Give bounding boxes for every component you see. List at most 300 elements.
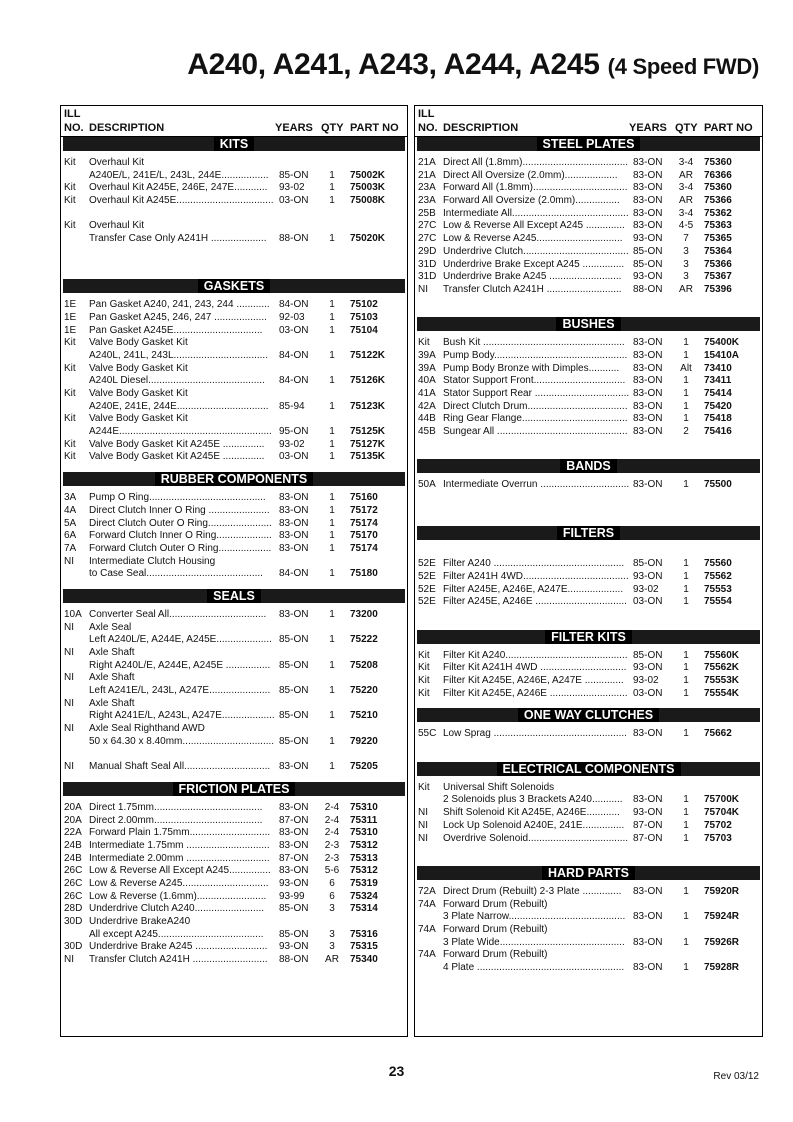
table-row	[415, 820, 762, 833]
cell-description: Intermediate 1.75mm ..............................	[89, 839, 270, 851]
table-row	[415, 208, 762, 221]
table-row	[61, 220, 407, 233]
cell-part-no: 73200	[350, 608, 378, 620]
cell-description: Converter Seal All...................................	[89, 608, 267, 620]
cell-part-no: 75324	[350, 890, 378, 902]
cell-ill-no: Kit	[64, 195, 76, 207]
cell-ill-no: Kit	[64, 220, 76, 232]
cell-description: Right A240L/E, A244E, A245E ................	[89, 659, 271, 671]
cell-description: Forward Clutch Outer O Ring...................	[89, 542, 272, 554]
cell-years: 93-02	[633, 675, 659, 686]
cell-description: All except A245......................................	[89, 928, 264, 940]
table-row	[415, 675, 762, 688]
table-row	[61, 568, 407, 581]
cell-ill-no: NI	[64, 647, 74, 658]
table-row	[61, 170, 407, 183]
cell-years: 83-ON	[633, 728, 663, 740]
cell-description: Transfer Clutch A241H ...........................	[443, 283, 622, 295]
cell-description: Forward All (1.8mm)..................................	[443, 182, 628, 194]
table-row	[61, 195, 407, 208]
table-row	[415, 833, 762, 846]
cell-ill-no: 41A	[418, 388, 436, 399]
left-column-body	[61, 137, 407, 967]
cell-ill-no: 74A	[418, 923, 436, 935]
table-row	[415, 962, 762, 975]
section-hard-parts	[415, 866, 762, 975]
cell-years: 83-ON	[633, 426, 663, 438]
cell-qty: 3	[329, 903, 335, 915]
cell-qty: 1	[329, 492, 335, 504]
cell-description: Left A240L/E, A244E, A245E....................	[89, 634, 272, 646]
section-title: ONE WAY CLUTCHES	[518, 708, 659, 722]
cell-years: 03-ON	[633, 687, 663, 699]
table-row	[415, 284, 762, 297]
cell-description: Direct Clutch Inner O Ring ......................	[89, 504, 270, 516]
cell-description: Filter Kit A245E, A246E ............................	[443, 687, 628, 699]
table-row	[61, 233, 407, 246]
section-title: ELECTRICAL COMPONENTS	[497, 762, 681, 776]
cell-years: 83-ON	[633, 479, 663, 491]
cell-description: Filter Kit A241H 4WD ...............................	[443, 662, 627, 674]
cell-description: Filter A241H 4WD......................................	[443, 570, 629, 582]
section-title: FILTER KITS	[545, 630, 632, 644]
cell-years: 85-ON	[279, 169, 309, 181]
cell-ill-no: 10A	[64, 608, 82, 620]
cell-years: 03-ON	[279, 195, 309, 207]
table-row	[415, 937, 762, 950]
section-header	[417, 317, 760, 331]
cell-part-no: 73411	[704, 375, 732, 387]
cell-description: Direct 1.75mm.......................................	[89, 801, 263, 813]
cell-years: 93-ON	[633, 807, 663, 819]
cell-years: 84-ON	[279, 349, 309, 361]
table-row	[61, 853, 407, 866]
cell-qty: 1	[329, 735, 335, 747]
cell-ill-no: NI	[418, 283, 428, 295]
cell-ill-no: Kit	[418, 687, 430, 699]
cell-description: Forward Drum (Rebuilt)	[443, 949, 548, 961]
cell-years: 83-ON	[279, 530, 309, 542]
cell-qty: 1	[683, 687, 689, 699]
cell-description: Sungear All ...............................................	[443, 426, 628, 438]
cell-qty: 1	[683, 807, 689, 819]
cell-qty: 2-3	[324, 852, 340, 864]
cell-ill-no: 21A	[418, 157, 436, 168]
section-rubber-components	[61, 472, 407, 581]
cell-years: 88-ON	[279, 233, 309, 245]
cell-description: Underdrive Brake A245 ..........................	[443, 271, 622, 283]
cell-part-no: 75127K	[350, 438, 386, 450]
cell-qty: 1	[329, 400, 335, 412]
cell-part-no: 75924R	[704, 911, 740, 923]
cell-part-no: 75420	[704, 400, 732, 412]
cell-description: Low Sprag ................................................	[443, 728, 627, 740]
right-column-header	[415, 106, 762, 137]
cell-qty: 2-4	[324, 814, 340, 826]
section-title: STEEL PLATES	[537, 137, 641, 151]
cell-years: 93-ON	[633, 662, 663, 674]
section-header	[417, 762, 760, 776]
cell-part-no: 75364	[704, 245, 732, 257]
cell-part-no: 75560K	[704, 649, 740, 661]
cell-years: 83-ON	[633, 962, 663, 973]
section-gaskets	[61, 279, 407, 464]
cell-qty: AR	[679, 169, 693, 181]
cell-description: Overhaul Kit	[89, 157, 145, 168]
cell-qty: 1	[329, 375, 335, 387]
cell-qty: 1	[329, 324, 335, 336]
header-part-no: PART NO	[350, 122, 399, 134]
cell-years: 93-ON	[279, 878, 309, 889]
cell-ill-no: NI	[418, 832, 428, 844]
cell-description: A244E.......................................................	[89, 426, 272, 438]
cell-years: 85-ON	[279, 903, 309, 915]
cell-years: 93-99	[279, 890, 305, 902]
cell-description: A240E/L, 241E/L, 243L, 244E.................	[89, 169, 269, 181]
cell-part-no: 75360	[704, 182, 732, 194]
cell-part-no: 75008K	[350, 195, 386, 207]
cell-part-no: 75396	[704, 283, 732, 295]
cell-years: 83-ON	[633, 794, 663, 806]
cell-years: 84-ON	[279, 299, 309, 311]
cell-qty: 3-4	[678, 182, 694, 194]
cell-years: 83-ON	[279, 761, 309, 773]
table-row	[61, 878, 407, 891]
cell-qty: 1	[329, 426, 335, 438]
cell-years: 83-ON	[633, 195, 663, 207]
page-number: 23	[388, 1063, 405, 1079]
section-friction-plates	[61, 782, 407, 967]
cell-years: 83-ON	[633, 182, 663, 194]
table-row	[61, 840, 407, 853]
cell-description: Valve Body Gasket Kit	[89, 362, 188, 374]
cell-years: 83-ON	[279, 801, 309, 813]
cell-part-no: 75560	[704, 558, 732, 570]
cell-description: Direct Drum (Rebuilt) 2-3 Plate ..............	[443, 885, 622, 897]
table-row	[415, 688, 762, 701]
table-row	[415, 662, 762, 675]
cell-ill-no: 27C	[418, 233, 437, 245]
cell-ill-no: 3A	[64, 492, 77, 504]
cell-qty: 1	[683, 413, 689, 425]
cell-ill-no: 45B	[418, 426, 436, 438]
cell-qty: 1	[329, 761, 335, 773]
cell-description: Overdrive Solenoid....................................	[443, 832, 629, 844]
cell-ill-no: 29D	[418, 245, 437, 257]
table-row	[415, 182, 762, 195]
table-row	[415, 259, 762, 272]
cell-description: Axle Shaft	[89, 647, 135, 658]
cell-ill-no: 24B	[64, 839, 82, 851]
cell-description: A240L, 241L, 243L..................................	[89, 349, 268, 361]
page-title-sub: (4 Speed FWD)	[607, 54, 759, 79]
cell-ill-no: NI	[64, 723, 74, 735]
table-row	[415, 899, 762, 912]
table-row	[415, 479, 762, 492]
cell-years: 85-ON	[279, 659, 309, 671]
cell-part-no: 75312	[350, 865, 378, 877]
cell-years: 92-03	[279, 311, 305, 323]
cell-description: Pan Gasket A245, 246, 247 ...................	[89, 311, 267, 323]
table-row	[415, 924, 762, 937]
cell-ill-no: 4A	[64, 504, 77, 516]
section-header	[63, 279, 405, 293]
cell-ill-no: 74A	[418, 898, 436, 910]
cell-ill-no: Kit	[418, 662, 430, 674]
cell-part-no: 15410A	[704, 349, 740, 361]
cell-part-no: 75340	[350, 954, 378, 966]
revision: Rev 03/12	[713, 1071, 759, 1082]
cell-description: Intermediate All..........................................	[443, 207, 629, 219]
cell-part-no: 75928R	[704, 962, 740, 973]
table-row	[61, 710, 407, 723]
cell-qty: 2-4	[324, 827, 340, 839]
cell-qty: 1	[683, 388, 689, 399]
cell-description: Underdrive Clutch......................................	[443, 245, 629, 257]
cell-years: 83-ON	[279, 517, 309, 529]
cell-part-no: 75316	[350, 928, 378, 940]
cell-years: 83-ON	[279, 827, 309, 839]
cell-description: Direct All Oversize (2.0mm)...................	[443, 169, 618, 181]
table-row	[61, 337, 407, 350]
cell-description: Forward All Oversize (2.0mm)................	[443, 195, 620, 207]
cell-qty: 5-6	[324, 865, 340, 877]
cell-qty: 3	[683, 245, 689, 257]
table-row	[415, 728, 762, 741]
cell-part-no: 75310	[350, 801, 378, 813]
cell-years: 87-ON	[279, 814, 309, 826]
cell-years: 85-ON	[633, 258, 663, 270]
cell-qty: 1	[683, 885, 689, 897]
cell-description: Direct Clutch Outer O Ring.......................	[89, 517, 272, 529]
section-title: FILTERS	[557, 526, 620, 540]
cell-qty: 1	[683, 962, 689, 973]
cell-part-no: 75103	[350, 311, 378, 323]
cell-description: Low & Reverse (1.6mm).........................	[89, 890, 267, 902]
cell-years: 88-ON	[279, 954, 309, 966]
cell-years: 83-ON	[633, 220, 663, 232]
section-title: SEALS	[207, 589, 261, 603]
cell-ill-no: 50A	[418, 479, 436, 491]
cell-part-no: 75703	[704, 832, 732, 844]
cell-ill-no: Kit	[64, 362, 76, 374]
table-row	[61, 802, 407, 815]
table-row	[61, 401, 407, 414]
cell-ill-no: Kit	[418, 649, 430, 661]
cell-qty: 1	[683, 596, 689, 608]
cell-part-no: 75170	[350, 530, 378, 542]
section-bushes	[415, 317, 762, 451]
cell-ill-no: NI	[64, 672, 74, 684]
cell-years: 83-ON	[633, 362, 663, 374]
cell-description: Direct 2.00mm.......................................	[89, 814, 263, 826]
cell-years: 83-ON	[633, 400, 663, 412]
cell-years: 83-ON	[279, 542, 309, 554]
section-filters	[415, 526, 762, 622]
cell-part-no: 75367	[704, 271, 732, 283]
cell-years: 83-ON	[279, 504, 309, 516]
cell-description: Transfer Case Only A241H ....................	[89, 233, 267, 245]
cell-years: 83-ON	[279, 839, 309, 851]
cell-part-no: 76366	[704, 169, 732, 181]
cell-qty: 1	[683, 558, 689, 570]
cell-qty: 1	[683, 583, 689, 595]
cell-years: 85-ON	[279, 928, 309, 940]
cell-description: 3 Plate Narrow..........................................	[443, 911, 626, 923]
table-row	[61, 530, 407, 543]
cell-ill-no: 1E	[64, 311, 77, 323]
section-title: FRICTION PLATES	[173, 782, 296, 796]
cell-description: Pan Gasket A240, 241, 243, 244 ............	[89, 299, 270, 311]
cell-qty: 1	[683, 794, 689, 806]
cell-part-no: 75554	[704, 596, 732, 608]
cell-ill-no: Kit	[64, 157, 76, 168]
cell-ill-no: 55C	[418, 728, 437, 740]
page-title	[187, 48, 759, 82]
cell-years: 88-ON	[633, 283, 663, 295]
section-kits	[61, 137, 407, 271]
cell-ill-no: NI	[64, 555, 74, 567]
table-row	[61, 698, 407, 711]
cell-ill-no: 27C	[418, 220, 437, 232]
cell-description: Valve Body Gasket Kit A245E ...............	[89, 438, 265, 450]
cell-qty: 1	[329, 530, 335, 542]
cell-qty: 1	[683, 832, 689, 844]
table-row	[61, 518, 407, 531]
cell-qty: 2	[683, 426, 689, 438]
cell-part-no: 75926R	[704, 936, 740, 948]
section-header	[417, 526, 760, 540]
cell-years: 83-ON	[633, 207, 663, 219]
cell-part-no: 75126K	[350, 375, 386, 387]
header-description: DESCRIPTION	[89, 122, 165, 134]
cell-years: 87-ON	[279, 852, 309, 864]
cell-qty: 1	[329, 233, 335, 245]
cell-part-no: 79220	[350, 735, 378, 747]
cell-years: 83-ON	[633, 375, 663, 387]
cell-years: 83-ON	[633, 936, 663, 948]
cell-years: 83-ON	[633, 388, 663, 399]
cell-qty: 1	[329, 568, 335, 580]
cell-description: 4 Plate .....................................................	[443, 962, 625, 973]
cell-ill-no: Kit	[64, 451, 76, 463]
cell-description: Filter A245E, A246E .................................	[443, 596, 627, 608]
cell-description: Axle Shaft	[89, 697, 135, 709]
cell-ill-no: Kit	[418, 337, 430, 349]
table-row	[415, 546, 762, 559]
cell-years: 84-ON	[279, 375, 309, 387]
cell-qty: 1	[329, 195, 335, 207]
table-row	[61, 312, 407, 325]
table-row	[61, 350, 407, 363]
cell-part-no: 75172	[350, 504, 378, 516]
cell-ill-no: 30D	[64, 916, 83, 928]
table-row	[61, 916, 407, 929]
cell-qty: 1	[329, 659, 335, 671]
cell-ill-no: 31D	[418, 271, 437, 283]
table-row	[415, 558, 762, 571]
table-row	[61, 413, 407, 426]
cell-description: Lock Up Solenoid A240E, 241E...............	[443, 819, 625, 831]
cell-qty: 1	[329, 438, 335, 450]
cell-description: Low & Reverse A245...............................	[443, 233, 623, 245]
cell-ill-no: Kit	[64, 413, 76, 425]
cell-qty: 1	[683, 819, 689, 831]
cell-years: 93-02	[633, 583, 659, 595]
section-seals	[61, 589, 407, 774]
section-steel-plates	[415, 137, 762, 309]
cell-qty: 1	[683, 479, 689, 491]
table-row	[415, 233, 762, 246]
table-row	[415, 741, 762, 754]
table-row	[61, 954, 407, 967]
cell-ill-no: 40A	[418, 375, 436, 387]
table-row	[61, 929, 407, 942]
cell-part-no: 75315	[350, 941, 378, 953]
header-qty: QTY	[321, 122, 344, 134]
cell-qty: 1	[329, 349, 335, 361]
table-row	[415, 363, 762, 376]
cell-ill-no: 28D	[64, 903, 83, 915]
cell-description: Intermediate Overrun ................................	[443, 479, 630, 491]
cell-description: Intermediate Clutch Housing	[89, 555, 216, 567]
cell-description: Pan Gasket A245E................................	[89, 324, 263, 336]
cell-ill-no: 52E	[418, 570, 436, 582]
table-row	[415, 596, 762, 609]
cell-qty: 1	[329, 685, 335, 697]
cell-ill-no: Kit	[64, 337, 76, 349]
section-one-way-clutches	[415, 708, 762, 753]
cell-years: 87-ON	[633, 832, 663, 844]
cell-ill-no: 74A	[418, 949, 436, 961]
cell-description: 50 x 64.30 x 8.40mm.................................	[89, 735, 275, 747]
table-row	[61, 647, 407, 660]
table-row	[61, 761, 407, 774]
table-row	[61, 388, 407, 401]
cell-ill-no: 31D	[418, 258, 437, 270]
cell-years: 85-ON	[279, 634, 309, 646]
cell-ill-no: Kit	[64, 182, 76, 194]
cell-years: 85-ON	[279, 685, 309, 697]
cell-years: 85-ON	[633, 245, 663, 257]
cell-ill-no: 23A	[418, 182, 436, 194]
table-row	[415, 350, 762, 363]
cell-qty: 1	[329, 608, 335, 620]
table-row	[61, 439, 407, 452]
cell-ill-no: 39A	[418, 349, 436, 361]
cell-ill-no: Kit	[418, 675, 430, 686]
header-no: NO.	[418, 122, 438, 134]
cell-qty: 4-5	[678, 220, 694, 232]
cell-part-no: 75562K	[704, 662, 740, 674]
cell-ill-no: NI	[64, 954, 74, 966]
cell-years: 83-ON	[633, 413, 663, 425]
cell-part-no: 75702	[704, 819, 732, 831]
table-row	[415, 297, 762, 310]
header-description: DESCRIPTION	[443, 122, 519, 134]
section-bands	[415, 459, 762, 517]
left-column-header	[61, 106, 407, 137]
table-row	[61, 827, 407, 840]
cell-qty: 3	[683, 258, 689, 270]
cell-ill-no: 39A	[418, 362, 436, 374]
cell-part-no: 75310	[350, 827, 378, 839]
table-row	[61, 182, 407, 195]
cell-part-no: 75210	[350, 710, 378, 722]
cell-description: Right A241E/L, A243L, A247E...................	[89, 710, 275, 722]
cell-qty: 3-4	[678, 207, 694, 219]
cell-qty: AR	[325, 954, 339, 966]
